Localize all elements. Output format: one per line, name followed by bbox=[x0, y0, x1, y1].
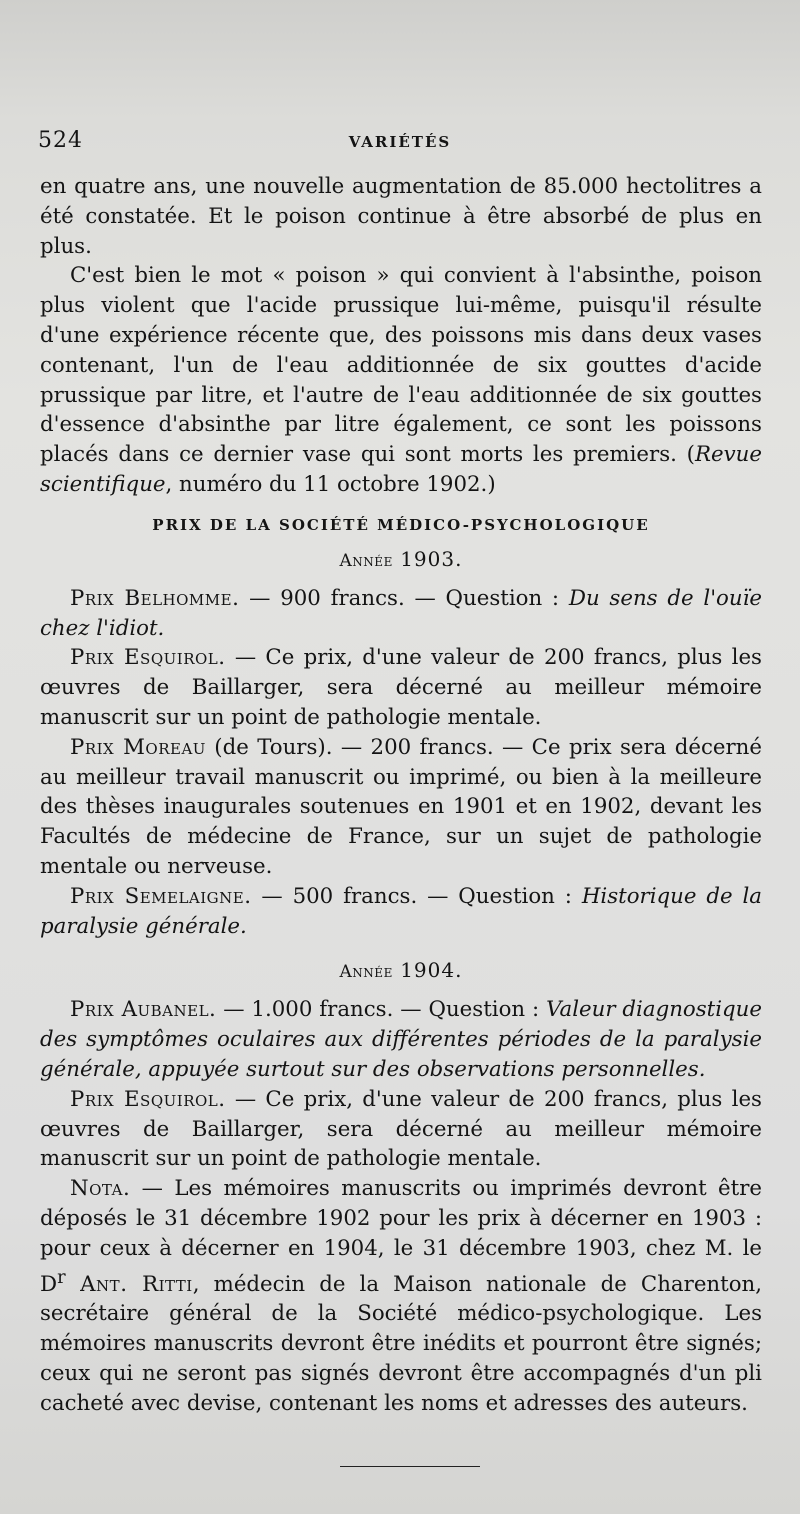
nota-text-2: , médecin de la Maison nationale de Charenton, secrétaire général de la Société médico-psychologique. Les mémoires manuscrits devront être inédits et pourront être signés; ceux qui ne seront pas signés devront être accompagnés d'un pli cacheté avec devise, contenant les noms et adresses des auteurs. bbox=[40, 1271, 762, 1416]
citation-open-paren: ( bbox=[686, 442, 695, 468]
prize-text: — Ce prix, d'une valeur de 200 francs, plus les œuvres de Baillarger, sera décerné au meilleur mémoire manuscrit sur un point de pathologie mentale. bbox=[40, 645, 762, 730]
prize-text: — 500 francs. — Question : bbox=[251, 883, 582, 909]
year-heading-1903 bbox=[40, 544, 762, 576]
prize-name: Prix Esquirol. bbox=[70, 1086, 226, 1112]
doctor-abbrev-sup: r bbox=[57, 1267, 66, 1288]
prize-name: Prix Aubanel. bbox=[70, 997, 217, 1023]
prize-text: — Ce prix, d'une valeur de 200 francs, plus les œuvres de Baillarger, sera décerné au meilleur mémoire manuscrit sur un point de pathologie mentale. bbox=[40, 1086, 762, 1172]
prize-name: Prix Moreau bbox=[70, 734, 206, 760]
paragraph-absinthe-poison-text: C'est bien le mot « poison » qui convient à l'absinthe, poison plus violent que l'acide prussique lui-même, puisqu'il résulte d'une expérience récente que, des poissons mis dans deux vases contenant, l'un de l'eau additionnée de six gouttes d'acide prussique par litre, et l'autre de l'eau additionnée de six gouttes d'essence d'absinthe par litre également, ce sont les poissons placés dans ce dernier vase qui sont morts les premiers. bbox=[40, 263, 762, 468]
nota-paragraph bbox=[40, 1174, 762, 1418]
prize-moreau bbox=[40, 733, 762, 882]
prize-semelaigne bbox=[40, 882, 762, 942]
year-label: Année bbox=[339, 962, 393, 983]
page-header bbox=[38, 128, 762, 158]
year-number: 1904. bbox=[400, 958, 463, 983]
prize-esquirol-1904 bbox=[40, 1085, 762, 1174]
prize-aubanel bbox=[40, 995, 762, 1084]
prize-esquirol-1903 bbox=[40, 643, 762, 732]
prize-name: Prix Semelaigne. bbox=[70, 883, 252, 909]
prize-name: Prix Belhomme. bbox=[70, 585, 240, 611]
year-heading-1904 bbox=[40, 955, 762, 987]
prize-text: — 1.000 francs. — Question : bbox=[216, 997, 547, 1023]
running-head: VARIÉTÉS bbox=[348, 133, 452, 151]
paragraph-absinthe-consumption: en quatre ans, une nouvelle augmentation de 85.000 hectolitres a été constatée. Et le poison continue à être absorbé de plus en plus. bbox=[40, 174, 762, 259]
page-number: 524 bbox=[38, 128, 83, 153]
prize-text: (de Tours). — 200 francs. — Ce prix sera décerné au meilleur travail manuscrit ou imprimé, ou bien à la meilleure des thèses inaugurales soutenues en 1901 et en 1902, devant les Facultés de médecine de France, sur un sujet de pathologie mentale ou nerveuse. bbox=[40, 734, 762, 879]
prize-name: Prix Esquirol. bbox=[70, 645, 226, 671]
prize-question: Du sens de l'ouïe chez l'idiot. bbox=[40, 585, 762, 641]
nota-person: Ant. Ritti bbox=[65, 1271, 193, 1297]
citation-rest: , numéro du 11 octobre 1902.) bbox=[165, 471, 496, 497]
prize-question: Historique de la paralysie générale. bbox=[40, 883, 762, 939]
page-body bbox=[40, 172, 762, 1419]
prize-belhomme bbox=[40, 584, 762, 644]
prize-question: Valeur diagnostique des symptômes oculaires aux différentes périodes de la paralysie générale, appuyée surtout sur des observations personnelles. bbox=[40, 997, 762, 1082]
year-label: Année bbox=[339, 550, 393, 571]
citation-journal: Revue scientifique bbox=[40, 442, 762, 497]
prize-text: — 900 francs. — Question : bbox=[239, 585, 569, 611]
section-title: PRIX DE LA SOCIÉTÉ MÉDICO-PSYCHOLOGIQUE bbox=[152, 515, 650, 534]
paragraph-absinthe-poison bbox=[40, 261, 762, 499]
end-rule bbox=[340, 1466, 480, 1467]
nota-label: Nota. bbox=[70, 1176, 131, 1202]
nota-text-1: — Les mémoires manuscrits ou imprimés devront être déposés le 31 décembre 1902 pour les prix à décerner en 1903 : pour ceux à décerner en 1904, le 31 décembre 1903, chez M. le D bbox=[40, 1176, 762, 1297]
year-number: 1903. bbox=[400, 546, 463, 571]
